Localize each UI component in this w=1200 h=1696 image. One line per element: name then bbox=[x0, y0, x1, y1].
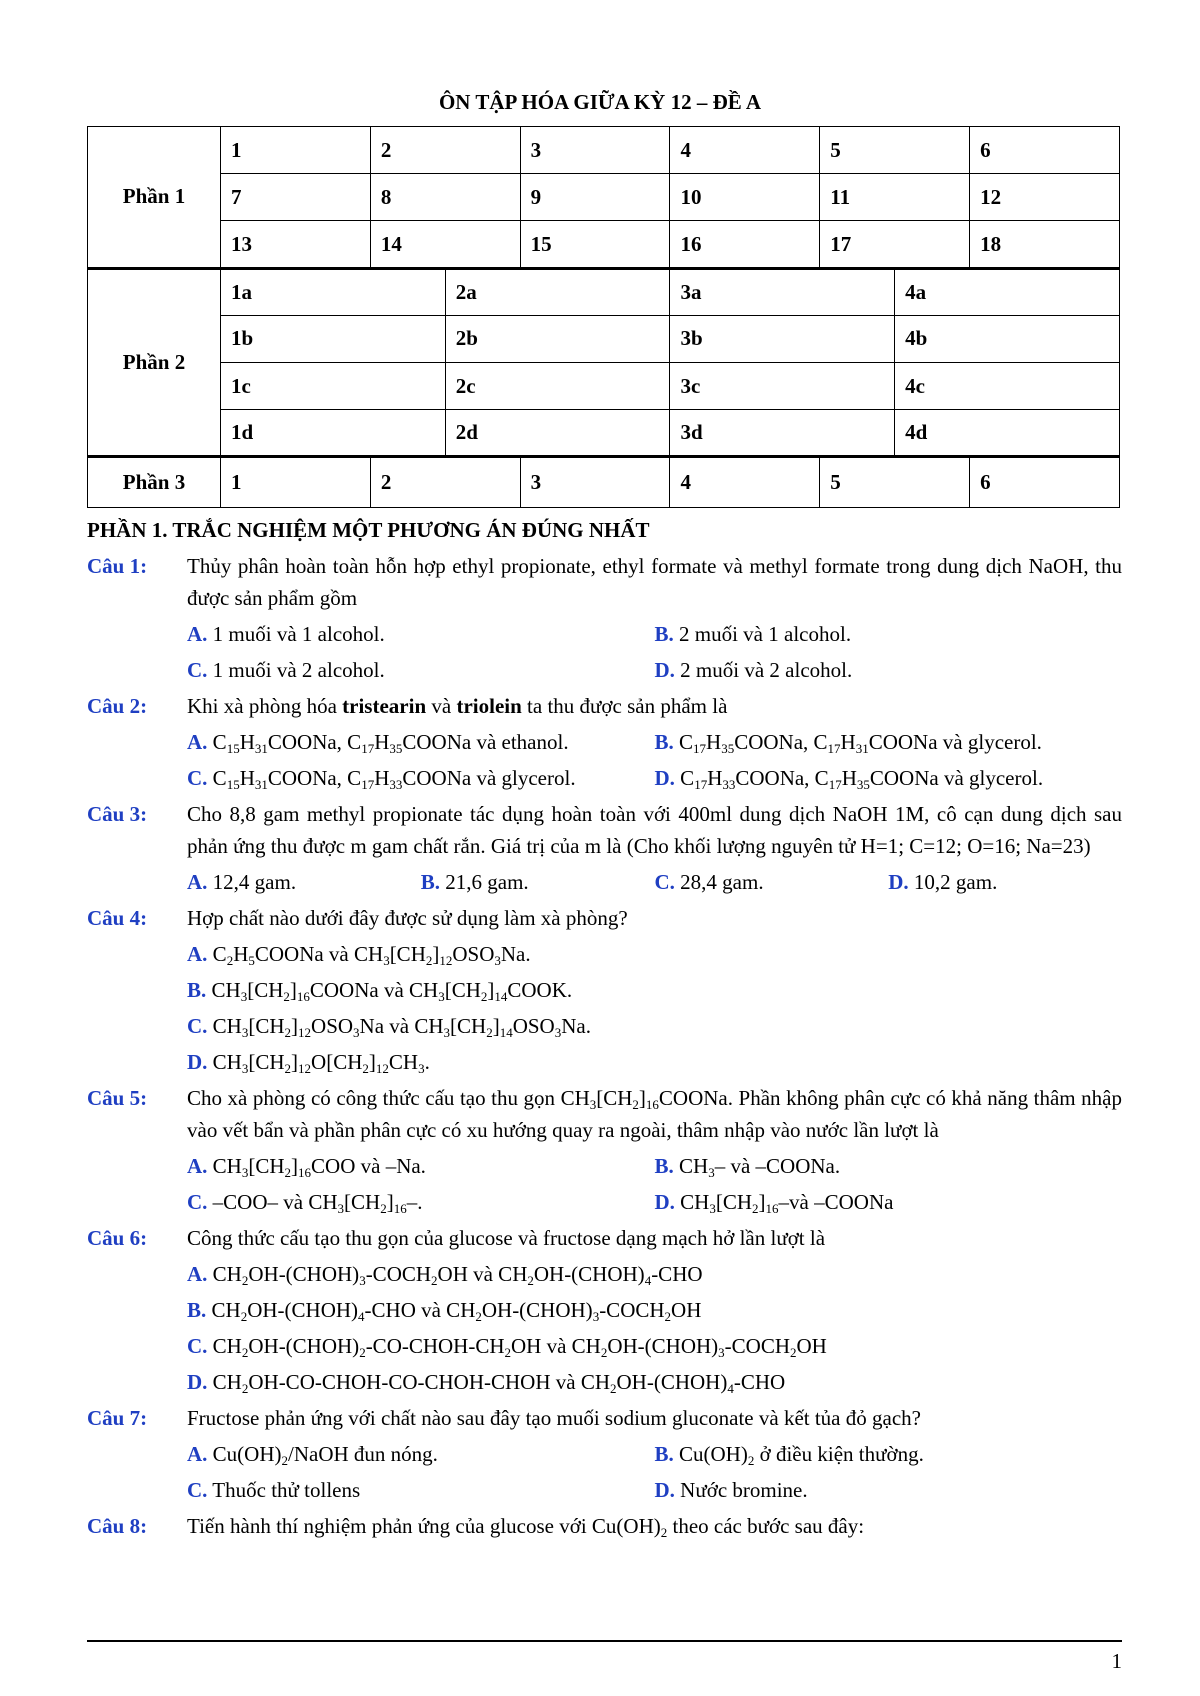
option-text: 28,4 gam. bbox=[674, 870, 764, 894]
option-letter: B. bbox=[187, 978, 207, 1002]
option-letter: C. bbox=[187, 1190, 208, 1214]
question-body bbox=[187, 1220, 1122, 1400]
answer-option bbox=[187, 1436, 655, 1472]
question bbox=[87, 796, 1122, 900]
option-letter: D. bbox=[187, 1370, 208, 1394]
option-text: $CH_2OH-CO-CHOH-CO-CHOH$-CHOH và $CH_2OH-(CHOH)_4$-CHO bbox=[207, 1370, 786, 1396]
option-letter: B. bbox=[420, 870, 441, 894]
question-label: Câu 6: bbox=[87, 1226, 148, 1250]
option-text: $CH_3[CH_2]_{12}OSO_3Na$ và $CH_3[CH_2]_{14}OSO_3Na$. bbox=[207, 1014, 591, 1040]
question-text: Fructose phản ứng với chất nào sau đây tạo muối sodium gluconate và kết tủa đỏ gạch? bbox=[187, 1406, 921, 1430]
answer-option bbox=[187, 616, 655, 652]
option-text: $C_{17}H_{35}COONa$, $C_{17}H_{31}COONa$ và glycerol. bbox=[673, 730, 1042, 756]
option-text: $CH_3[CH_2]_{16}-và$ –COONa bbox=[674, 1190, 894, 1216]
question-label: Câu 3: bbox=[87, 802, 148, 826]
question-label: Câu 5: bbox=[87, 1086, 148, 1110]
option-text: $C_{15}H_{31}COONa$, $C_{17}H_{35}COONa$ và ethanol. bbox=[207, 730, 569, 756]
question bbox=[87, 1080, 1122, 1220]
answer-cell: 4b bbox=[895, 315, 1120, 362]
question-label: Câu 7: bbox=[87, 1406, 148, 1430]
answer-option bbox=[421, 864, 655, 900]
answer-cell: 4c bbox=[895, 363, 1120, 410]
answer-cell: 2c bbox=[445, 363, 670, 410]
answer-option bbox=[187, 972, 1122, 1008]
answer-options bbox=[187, 864, 1122, 900]
answer-cell: 18 bbox=[970, 221, 1120, 268]
answer-option bbox=[187, 1184, 655, 1220]
question-label: Câu 8: bbox=[87, 1514, 148, 1538]
question-body bbox=[187, 548, 1122, 688]
answer-cell: 12 bbox=[970, 174, 1120, 221]
answer-cell: 2d bbox=[445, 410, 670, 457]
answer-cell: 2b bbox=[445, 315, 670, 362]
option-text: $CH_3-$ và –COONa. bbox=[673, 1154, 841, 1180]
option-text: 2 muối và 2 alcohol. bbox=[674, 658, 853, 682]
answer-cell: 2 bbox=[370, 127, 520, 174]
answer-cell: 6 bbox=[970, 127, 1120, 174]
answer-option bbox=[187, 1044, 1122, 1080]
answer-option bbox=[655, 760, 1123, 796]
option-text: Nước bromine. bbox=[674, 1478, 808, 1502]
answer-option bbox=[187, 1256, 1122, 1292]
answer-cell: 7 bbox=[221, 174, 371, 221]
answer-option bbox=[187, 1472, 655, 1508]
question-text: Cho xà phòng có công thức cấu tạo thu gọn $CH_3[CH_2]_{16}COONa$. Phần không phân cực có khả năng thâm nhập vào vết bẩn và phần phân cực có xu hướng quay ra ngoài, thâm nhập vào nước lần lượt là bbox=[187, 1086, 1122, 1142]
answer-cell: 2a bbox=[445, 268, 670, 315]
option-letter: A. bbox=[187, 622, 208, 646]
question-text: Cho 8,8 gam methyl propionate tác dụng hoàn toàn với 400ml dung dịch NaOH 1M, cô cạn dung dịch sau phản ứng thu được m gam chất rắn. Giá trị của m là (Cho khối lượng nguyên tử H=1; C=12; O=16; Na=23) bbox=[187, 802, 1122, 858]
answer-cell: 1 bbox=[221, 127, 371, 174]
answer-option bbox=[187, 1292, 1122, 1328]
answer-cell: 14 bbox=[370, 221, 520, 268]
part1-label: Phần 1 bbox=[88, 127, 221, 269]
option-letter: A. bbox=[187, 1442, 208, 1466]
answer-option bbox=[187, 936, 1122, 972]
question bbox=[87, 548, 1122, 688]
answer-cell: 3b bbox=[670, 315, 895, 362]
page-title: ÔN TẬP HÓA GIỮA KỲ 12 – ĐỀ A bbox=[438, 90, 762, 114]
option-text: 21,6 gam. bbox=[440, 870, 529, 894]
option-letter: C. bbox=[654, 870, 675, 894]
option-text: $CH_3[CH_2]_{12}O[CH_2]_{12}CH_3$. bbox=[207, 1050, 430, 1076]
answer-option bbox=[187, 760, 655, 796]
option-letter: D. bbox=[654, 1478, 675, 1502]
question-body bbox=[187, 688, 1122, 796]
answer-cell: 1 bbox=[221, 457, 371, 508]
option-letter: D. bbox=[654, 766, 675, 790]
answer-options bbox=[187, 936, 1122, 1080]
question-body bbox=[187, 796, 1122, 900]
option-letter: D. bbox=[654, 1190, 675, 1214]
page-number: 1 bbox=[1111, 1649, 1122, 1673]
question bbox=[87, 1220, 1122, 1400]
answer-option bbox=[187, 864, 421, 900]
section-heading: PHẦN 1. TRẮC NGHIỆM MỘT PHƯƠNG ÁN ĐÚNG NHẤT bbox=[87, 518, 650, 542]
question-label: Câu 4: bbox=[87, 906, 148, 930]
answer-option bbox=[655, 1472, 1123, 1508]
question-body bbox=[187, 900, 1122, 1080]
option-letter: C. bbox=[187, 1334, 208, 1358]
option-letter: B. bbox=[187, 1298, 207, 1322]
option-letter: C. bbox=[187, 658, 208, 682]
answer-options bbox=[187, 724, 1122, 796]
answer-cell: 5 bbox=[820, 127, 970, 174]
answer-option bbox=[655, 1436, 1123, 1472]
option-text: $Cu(OH)_2$ ở điều kiện thường. bbox=[673, 1442, 924, 1468]
answer-option bbox=[187, 724, 655, 760]
option-text: –COO– và $CH_3[CH_2]_{16}-$. bbox=[207, 1190, 423, 1216]
answer-option bbox=[655, 652, 1123, 688]
answer-cell: 15 bbox=[520, 221, 670, 268]
option-letter: C. bbox=[187, 766, 208, 790]
option-text: $CH_2OH-(CHOH)_2-CO-CHOH-CH_2OH$ và $CH_2OH-(CHOH)_3-COCH_2OH$ bbox=[207, 1334, 827, 1360]
answer-cell: 8 bbox=[370, 174, 520, 221]
option-text: $CH_2OH-(CHOH)_4$-CHO và $CH_2OH-(CHOH)_3-COCH_2OH$ bbox=[206, 1298, 702, 1324]
answer-option bbox=[888, 864, 1122, 900]
question-body bbox=[187, 1508, 1122, 1544]
option-text: $CH_3[CH_2]_{16}COONa$ và $CH_3[CH_2]_{14}COOK$. bbox=[206, 978, 573, 1004]
answer-option bbox=[187, 652, 655, 688]
question-text: Công thức cấu tạo thu gọn của glucose và fructose dạng mạch hở lần lượt là bbox=[187, 1226, 826, 1250]
answer-cell: 1a bbox=[221, 268, 446, 315]
option-letter: C. bbox=[187, 1014, 208, 1038]
answer-option bbox=[655, 1148, 1123, 1184]
answer-cell: 16 bbox=[670, 221, 820, 268]
answer-cell: 13 bbox=[221, 221, 371, 268]
option-letter: B. bbox=[654, 730, 674, 754]
question bbox=[87, 900, 1122, 1080]
answer-cell: 3a bbox=[670, 268, 895, 315]
answer-cell: 3d bbox=[670, 410, 895, 457]
option-letter: A. bbox=[187, 730, 208, 754]
part2-label: Phần 2 bbox=[88, 268, 221, 457]
answer-cell: 4 bbox=[670, 127, 820, 174]
option-text: 1 muối và 1 alcohol. bbox=[207, 622, 385, 646]
part3-label: Phần 3 bbox=[88, 457, 221, 508]
question bbox=[87, 1508, 1122, 1544]
option-letter: B. bbox=[654, 622, 674, 646]
option-letter: D. bbox=[187, 1050, 208, 1074]
question-text: Thủy phân hoàn toàn hỗn hợp ethyl propionate, ethyl formate và methyl formate trong dung dịch NaOH, thu được sản phẩm gồm bbox=[187, 554, 1122, 610]
question-body bbox=[187, 1080, 1122, 1220]
answer-option bbox=[655, 724, 1123, 760]
answer-cell: 5 bbox=[820, 457, 970, 508]
questions-area bbox=[87, 512, 1122, 1544]
answer-option bbox=[655, 616, 1123, 652]
answer-cell: 9 bbox=[520, 174, 670, 221]
answer-cell: 17 bbox=[820, 221, 970, 268]
option-text: 2 muối và 1 alcohol. bbox=[673, 622, 852, 646]
option-letter: A. bbox=[187, 942, 208, 966]
question-list bbox=[87, 548, 1122, 1544]
answer-options bbox=[187, 1436, 1122, 1508]
answer-cell: 11 bbox=[820, 174, 970, 221]
option-letter: C. bbox=[187, 1478, 208, 1502]
question bbox=[87, 688, 1122, 796]
question bbox=[87, 1400, 1122, 1508]
answer-cell: 6 bbox=[970, 457, 1120, 508]
option-letter: B. bbox=[654, 1154, 674, 1178]
option-letter: A. bbox=[187, 870, 208, 894]
option-letter: A. bbox=[187, 1262, 208, 1286]
answer-options bbox=[187, 1256, 1122, 1400]
option-text: $CH_3[CH_2]_{16}COO$ và –Na. bbox=[207, 1154, 426, 1180]
question-text: Tiến hành thí nghiệm phản ứng của glucose với $Cu(OH)_2$ theo các bước sau đây: bbox=[187, 1514, 865, 1540]
answer-option bbox=[187, 1008, 1122, 1044]
answer-cell: 1c bbox=[221, 363, 446, 410]
answer-cell: 10 bbox=[670, 174, 820, 221]
option-letter: B. bbox=[654, 1442, 674, 1466]
answer-cell: 2 bbox=[370, 457, 520, 508]
question-label: Câu 2: bbox=[87, 694, 148, 718]
answer-options bbox=[187, 1148, 1122, 1220]
answer-option bbox=[655, 1184, 1123, 1220]
option-text: 1 muối và 2 alcohol. bbox=[207, 658, 385, 682]
option-text: 10,2 gam. bbox=[908, 870, 998, 894]
answer-option bbox=[655, 864, 889, 900]
answer-cell: 4 bbox=[670, 457, 820, 508]
answer-cell: 3 bbox=[520, 457, 670, 508]
option-letter: D. bbox=[654, 658, 675, 682]
answer-cell: 4d bbox=[895, 410, 1120, 457]
question-text: Khi xà phòng hóa tristearin và triolein ta thu được sản phẩm là bbox=[187, 694, 728, 718]
option-letter: D. bbox=[888, 870, 909, 894]
option-text: 12,4 gam. bbox=[207, 870, 297, 894]
option-text: $C_2H_5COONa$ và $CH_3[CH_2]_{12}OSO_3Na$. bbox=[207, 942, 531, 968]
answer-cell: 1b bbox=[221, 315, 446, 362]
answer-cell: 1d bbox=[221, 410, 446, 457]
answer-grid bbox=[87, 126, 1120, 508]
question-body bbox=[187, 1400, 1122, 1508]
option-letter: A. bbox=[187, 1154, 208, 1178]
answer-option bbox=[187, 1364, 1122, 1400]
question-label: Câu 1: bbox=[87, 554, 148, 578]
footer-divider bbox=[87, 1640, 1122, 1642]
option-text: Thuốc thử tollens bbox=[207, 1478, 361, 1502]
answer-option bbox=[187, 1328, 1122, 1364]
answer-cell: 3 bbox=[520, 127, 670, 174]
option-text: $C_{15}H_{31}COONa$, $C_{17}H_{33}COONa$ và glycerol. bbox=[207, 766, 576, 792]
answer-cell: 3c bbox=[670, 363, 895, 410]
answer-options bbox=[187, 616, 1122, 688]
answer-option bbox=[187, 1148, 655, 1184]
option-text: $Cu(OH)_2$/NaOH đun nóng. bbox=[207, 1442, 438, 1468]
answer-cell: 4a bbox=[895, 268, 1120, 315]
option-text: $CH_2OH-(CHOH)_3-COCH_2OH$ và $CH_2OH-(CHOH)_4$-CHO bbox=[207, 1262, 703, 1288]
question-text: Hợp chất nào dưới đây được sử dụng làm xà phòng? bbox=[187, 906, 628, 930]
option-text: $C_{17}H_{33}COONa$, $C_{17}H_{35}COONa$ và glycerol. bbox=[674, 766, 1044, 792]
